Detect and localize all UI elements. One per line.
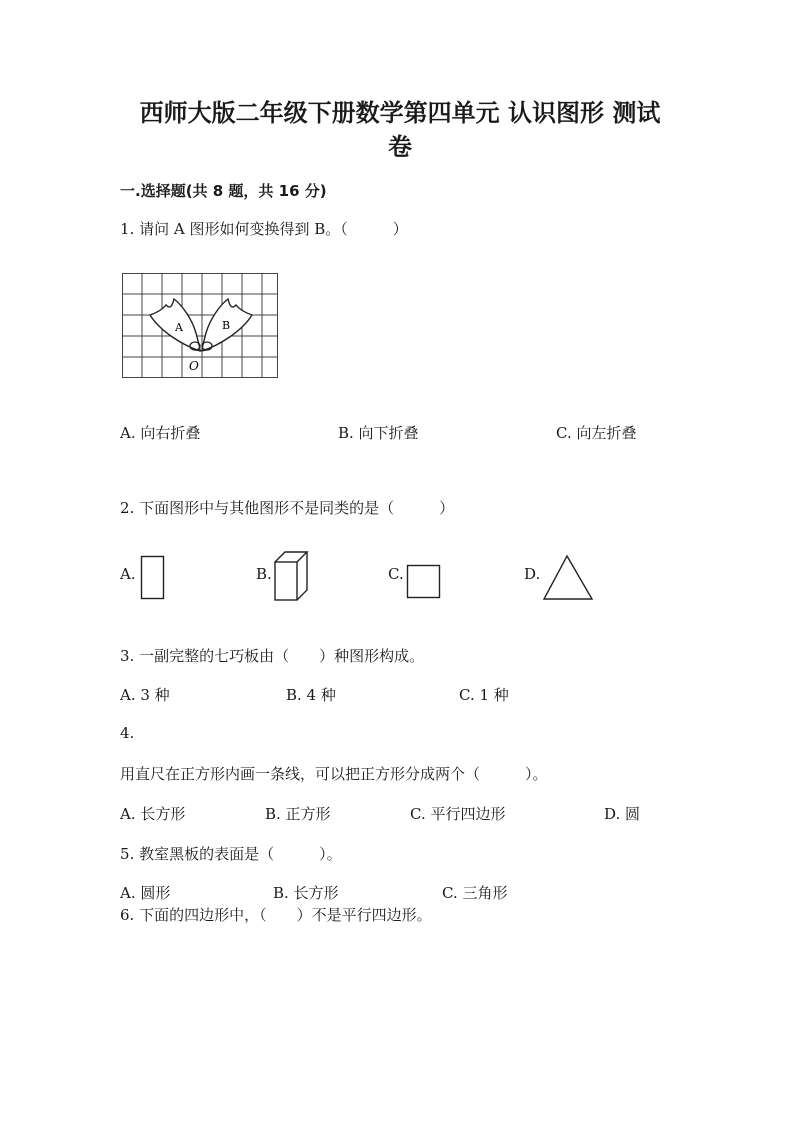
question-5-text: 5. 教室黑板的表面是（ ）。 — [120, 845, 342, 863]
cuboid-shape — [273, 550, 309, 602]
q1-option-b: B. 向下折叠 — [338, 424, 419, 442]
q2-option-a: A. — [120, 565, 136, 583]
question-4-text: 用直尺在正方形内画一条线，可以把正方形分成两个（ ）。 — [120, 765, 548, 783]
label-b: B — [222, 319, 231, 332]
q5-option-c: C. 三角形 — [442, 884, 508, 902]
q2-option-d: D. — [524, 565, 541, 583]
label-o: O — [189, 359, 199, 373]
q4-option-a: A. 长方形 — [120, 805, 186, 823]
question-4-number: 4. — [120, 724, 135, 742]
q1-option-c: C. 向左折叠 — [556, 424, 637, 442]
grid-lines — [122, 273, 278, 378]
q3-option-b: B. 4 种 — [286, 686, 336, 704]
q3-option-c: C. 1 种 — [459, 686, 509, 704]
q3-option-a: A. 3 种 — [120, 686, 170, 704]
q5-option-a: A. 圆形 — [120, 884, 171, 902]
q1-option-a: A. 向右折叠 — [120, 424, 201, 442]
q4-option-d: D. 圆 — [604, 805, 641, 823]
q4-option-b: B. 正方形 — [265, 805, 331, 823]
title-line-1: 西师大版二年级下册数学第四单元 认识图形 测试 — [139, 99, 661, 127]
grid-flower-figure — [122, 273, 282, 379]
tall-rectangle-shape — [140, 555, 166, 601]
title-line-2: 卷 — [388, 133, 412, 161]
question-6-text: 6. 下面的四边形中，（ ）不是平行四边形。 — [120, 906, 432, 924]
q4-option-c: C. 平行四边形 — [410, 805, 506, 823]
q2-option-c: C. — [388, 565, 404, 583]
page-title — [120, 96, 680, 164]
q2-option-b: B. — [256, 565, 272, 583]
question-3-text: 3. 一副完整的七巧板由（ ）种图形构成。 — [120, 647, 425, 665]
label-a: A — [175, 321, 183, 334]
square-shape — [406, 564, 442, 600]
section-heading: 一.选择题(共 8 题，共 16 分) — [120, 182, 327, 200]
triangle-shape — [542, 554, 594, 602]
question-2-text: 2. 下面图形中与其他图形不是同类的是（ ） — [120, 499, 455, 517]
question-1-text: 1. 请问 A 图形如何变换得到 B。（ ） — [120, 220, 408, 238]
q5-option-b: B. 长方形 — [273, 884, 339, 902]
